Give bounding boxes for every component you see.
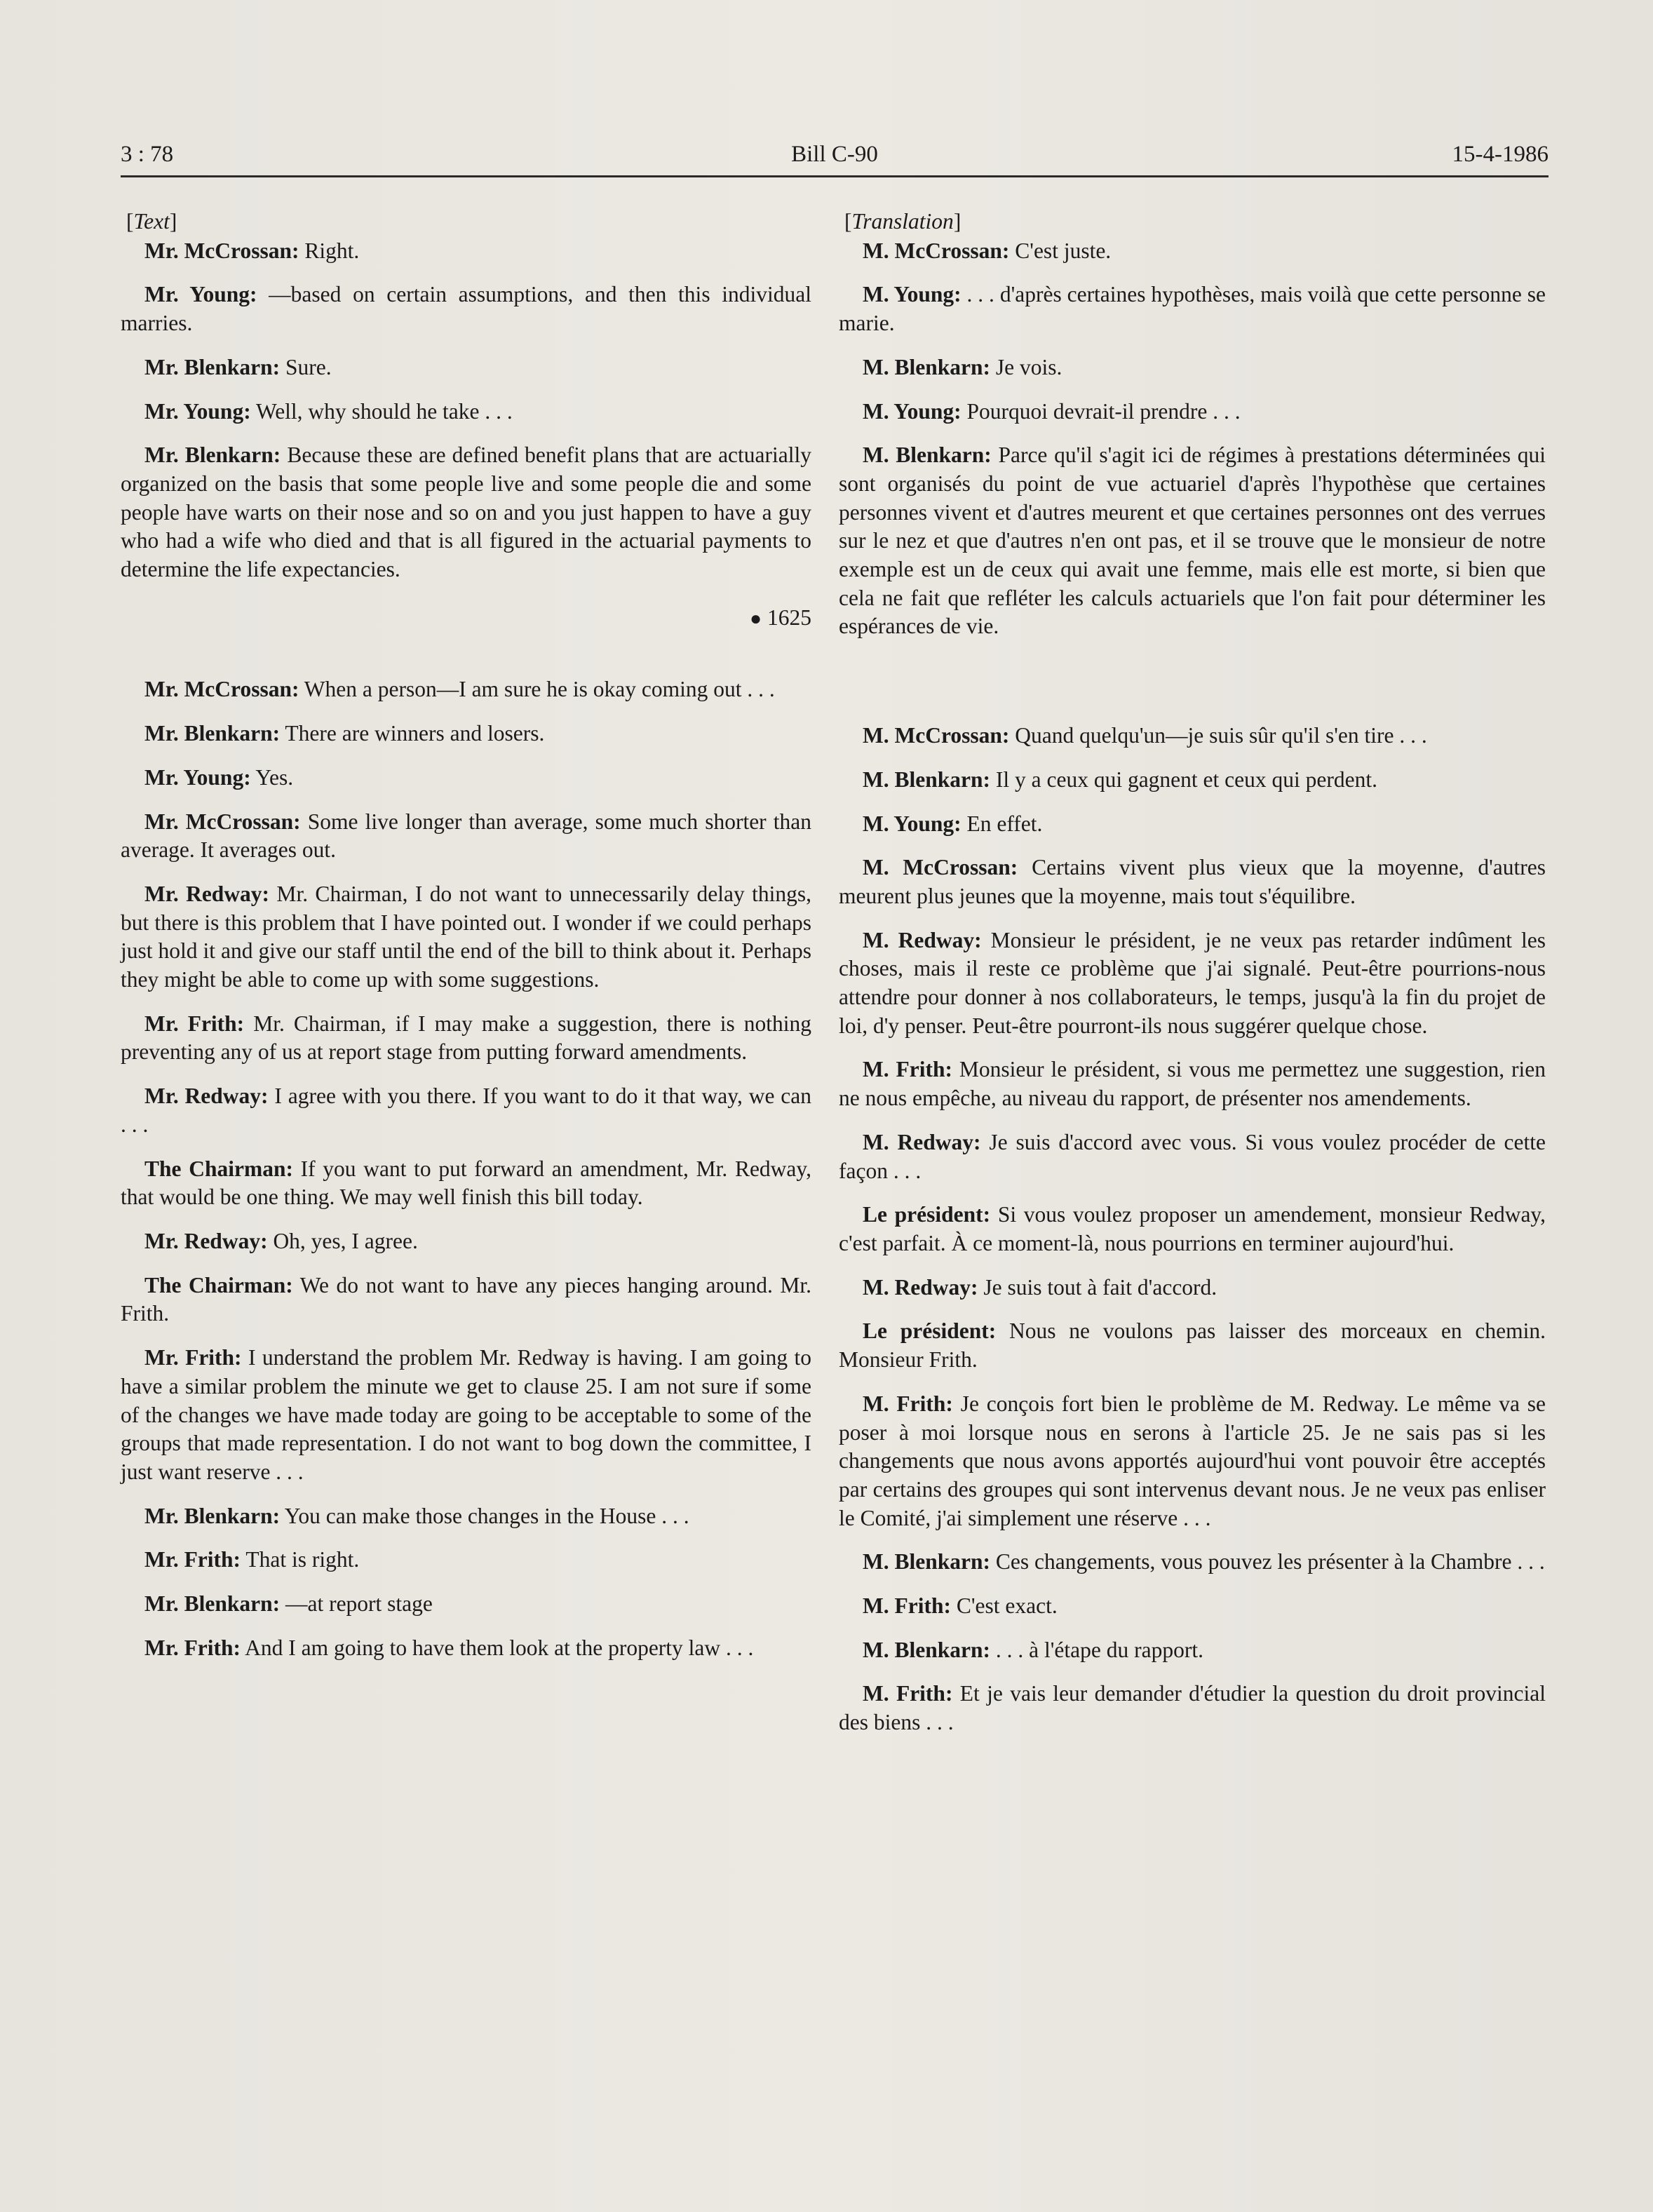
speech-text: We do not want to have any pieces hanging around. Mr. Frith. (121, 1272, 812, 1326)
speaker-name: Mr. Redway: (144, 881, 270, 906)
speaker-name: Mr. Young: (144, 282, 257, 307)
speech-text: Right. (299, 238, 360, 263)
speech-text: Monsieur le président, je ne veux pas retarder indûment les choses, mais il reste ce problème que j'ai signalé. Peut-être pourrions-nous attendre pour donner à nos collaborateurs, le temps, jusqu'à la fin du projet de loi, d'y penser. Peut-être pourront-ils nous suggérer quelque chose. (839, 927, 1546, 1038)
speaker-name: M. Young: (863, 811, 962, 836)
speech-text: That is right. (241, 1547, 360, 1572)
speaker-name: M. Frith: (863, 1057, 952, 1082)
transcript-entry (839, 766, 1546, 795)
speaker-name: Mr. Frith: (144, 1345, 242, 1370)
speech-text: C'est exact. (950, 1593, 1058, 1619)
transcript-entry (839, 398, 1546, 426)
transcript-entry (839, 1128, 1546, 1185)
speaker-name: M. Blenkarn: (863, 1637, 991, 1662)
english-column (121, 208, 811, 1678)
page-header (121, 137, 1549, 177)
speaker-name: M. Blenkarn: (863, 1549, 991, 1574)
speech-text: There are winners and losers. (280, 721, 545, 746)
speaker-name: Mr. Frith: (144, 1011, 245, 1036)
speech-text: Parce qu'il s'agit ici de régimes à prestations déterminées qui sont organisés du point de vue actuariel d'après l'hypothèse que certaines personnes vivent et d'autres meurent et que certaines personnes ont des verrues sur le nez et que d'autres n'en ont pas, et il se trouve que le monsieur de notre exemple est un de ceux qui avait une femme, mais elle est morte, si bien que cela ne fait que refléter les calculs actuariels que l'on fait pour déterminer les espérances de vie. (839, 443, 1546, 639)
transcript-entry (121, 1082, 811, 1139)
speaker-name: M. Redway: (863, 1274, 978, 1300)
column-heading: [Text] (126, 209, 177, 234)
transcript-entry (839, 854, 1546, 910)
page-reference: 3 : 78 (121, 142, 174, 167)
transcript-entry (121, 720, 811, 748)
speaker-name: Mr. Blenkarn: (144, 354, 281, 379)
speech-text: . . . d'après certaines hypothèses, mais voilà que cette personne se marie. (839, 282, 1546, 336)
speech-text: —based on certain assumptions, and then this individual marries. (121, 282, 811, 336)
speaker-name: Le président: (863, 1319, 997, 1344)
transcript-entry (839, 926, 1546, 1041)
transcript-entry (121, 1634, 811, 1663)
speech-text: . . . à l'étape du rapport. (990, 1637, 1203, 1662)
transcript-entry (121, 353, 811, 382)
speech-text: I understand the problem Mr. Redway is having. I am going to have a similar problem the minute we get to clause 25. I am not sure if some of the changes we have made today are going to be acceptable to some of the groups that made representation. I do not want to bog down the committee, I just want reserve . . . (121, 1345, 811, 1484)
speaker-name: M. Young: (863, 398, 962, 424)
speech-text: Oh, yes, I agree. (267, 1228, 418, 1253)
speaker-name: M. Frith: (863, 1391, 953, 1416)
speech-text: When a person—I am sure he is okay coming out . . . (299, 677, 775, 702)
speaker-name: Mr. Blenkarn: (144, 721, 281, 746)
speaker-name: Mr. Frith: (144, 1547, 241, 1572)
speech-text: C'est juste. (1009, 238, 1112, 263)
speech-text: Je conçois fort bien le problème de M. Redway. Le même va se poser à moi lorsque nous en serons à l'article 25. Je ne sais pas si les changements que nous avons apportés aujourd'hui vont pouvoir être acceptés par certains des groupes qui sont intervenus devant nous. Je ne veux pas enliser le Comité, j'ai simplement une réserve . . . (839, 1391, 1546, 1530)
speech-text: Je vois. (990, 354, 1062, 379)
speech-text: Because these are defined benefit plans that are actuarially organized on the basis that some people live and some people die and some people have warts on their nose and so on and you just happen to have a guy who had a wife who died and that is all figured in the actuarial payments to determine the life expectancies. (121, 443, 811, 582)
transcript-entry (121, 1502, 811, 1531)
speech-text: If you want to put forward an amendment, Mr. Redway, that would be one thing. We may well finish this bill today. (121, 1156, 811, 1210)
speech-text: You can make those changes in the House . . . (280, 1503, 689, 1528)
speech-text: And I am going to have them look at the property law . . . (241, 1635, 754, 1660)
speech-text: —at report stage (280, 1591, 433, 1617)
transcript-entry (839, 1390, 1546, 1533)
speaker-name: Mr. Frith: (144, 1635, 241, 1660)
french-column (839, 208, 1546, 1753)
time-marker-text: 1625 (767, 605, 811, 630)
speech-text: Mr. Chairman, I do not want to unnecessarily delay things, but there is this problem that I have pointed out. I wonder if we could perhaps just hold it and give our staff until the end of the bill to think about it. Perhaps they might be able to come up with some suggestions. (121, 881, 811, 992)
speech-text: Sure. (280, 354, 332, 379)
speech-text: Mr. Chairman, if I may make a suggestion, there is nothing preventing any of us at report stage from putting forward amendments. (121, 1011, 812, 1065)
speaker-name: M. Redway: (863, 1129, 981, 1154)
transcript-entry (839, 1201, 1546, 1257)
speaker-name: Mr. Young: (144, 764, 251, 790)
transcript-entry (839, 1056, 1546, 1112)
speech-text: Je suis d'accord avec vous. Si vous voulez procéder de cette façon . . . (839, 1129, 1546, 1183)
speaker-name: Mr. McCrossan: (144, 677, 299, 702)
transcript-entry (121, 808, 811, 865)
speaker-name: M. McCrossan: (863, 723, 1010, 748)
speaker-name: M. Young: (863, 282, 962, 307)
speech-text: Monsieur le président, si vous me permettez une suggestion, rien ne nous empêche, au niveau du rapport, de présenter nos amendements. (839, 1057, 1546, 1111)
speaker-name: Mr. McCrossan: (144, 809, 301, 834)
transcript-entry (121, 764, 811, 793)
speech-text: Some live longer than average, some much shorter than average. It averages out. (121, 809, 811, 863)
transcript-entry (839, 237, 1546, 266)
speech-text: Ces changements, vous pouvez les présenter à la Chambre . . . (990, 1549, 1545, 1574)
transcript-entry (121, 441, 811, 584)
speaker-name: Mr. Redway: (144, 1228, 268, 1253)
transcript-entry (121, 281, 811, 337)
speech-text: Si vous voulez proposer un amendement, monsieur Redway, c'est parfait. À ce moment-là, nous pourrions en terminer aujourd'hui. (839, 1202, 1546, 1255)
speech-text: En effet. (961, 811, 1043, 836)
transcript-entry (121, 398, 811, 426)
speaker-name: The Chairman: (144, 1156, 293, 1181)
speaker-name: M. McCrossan: (863, 855, 1018, 880)
transcript-entry (121, 1155, 811, 1212)
sitting-date: 15-4-1986 (1452, 142, 1549, 167)
bullet-icon: ● (750, 607, 762, 630)
speaker-name: Mr. Blenkarn: (144, 1591, 281, 1617)
transcript-entry (121, 675, 811, 704)
speaker-name: Mr. Blenkarn: (144, 443, 281, 468)
bill-title: Bill C-90 (791, 142, 878, 167)
speech-text: Il y a ceux qui gagnent et ceux qui perdent. (990, 767, 1377, 792)
transcript-entry (121, 1272, 811, 1328)
speaker-name: Le président: (863, 1202, 991, 1227)
speech-text: Nous ne voulons pas laisser des morceaux en chemin. Monsieur Frith. (839, 1319, 1546, 1373)
speech-text: Pourquoi devrait-il prendre . . . (961, 398, 1241, 424)
transcript-entry (121, 1344, 811, 1487)
speaker-name: Mr. McCrossan: (144, 238, 299, 263)
speech-text: I agree with you there. If you want to do it that way, we can . . . (121, 1084, 811, 1137)
time-marker (121, 604, 811, 634)
transcript-entry (121, 1010, 811, 1067)
transcript-entry (839, 810, 1546, 839)
speech-text: Et je vais leur demander d'étudier la question du droit provincial des biens . . . (839, 1681, 1546, 1735)
transcript-entry (121, 1546, 811, 1574)
transcript-entry (839, 281, 1546, 337)
transcript-entry (121, 237, 811, 266)
transcript-entry (121, 1227, 811, 1256)
speaker-name: M. Frith: (863, 1681, 953, 1706)
transcript-entry (839, 1274, 1546, 1302)
transcript-entry (839, 353, 1546, 382)
speaker-name: Mr. Redway: (144, 1084, 269, 1109)
transcript-entry (839, 1592, 1546, 1621)
speech-text: Well, why should he take . . . (250, 398, 513, 424)
transcript-entry (839, 1680, 1546, 1736)
speech-text: Certains vivent plus vieux que la moyenne, d'autres meurent plus jeunes que la moyenne, mais tout s'équilibre. (839, 855, 1546, 908)
transcript-entry (839, 1548, 1546, 1577)
transcript-entry (839, 1636, 1546, 1665)
speaker-name: The Chairman: (144, 1272, 293, 1297)
speaker-name: M. McCrossan: (863, 238, 1010, 263)
speech-text: Je suis tout à fait d'accord. (978, 1274, 1217, 1300)
column-heading: [Translation] (844, 209, 962, 234)
transcript-entry (839, 441, 1546, 641)
speech-text: Yes. (250, 764, 294, 790)
transcript-entry (839, 722, 1546, 750)
speech-text: Quand quelqu'un—je suis sûr qu'il s'en tire . . . (1009, 723, 1427, 748)
transcript-entry (121, 1590, 811, 1619)
speaker-name: M. Redway: (863, 927, 982, 952)
speaker-name: M. Blenkarn: (863, 354, 991, 379)
speaker-name: M. Blenkarn: (863, 443, 992, 468)
speaker-name: Mr. Young: (144, 398, 251, 424)
speaker-name: Mr. Blenkarn: (144, 1503, 281, 1528)
transcript-entry (121, 880, 811, 994)
transcript-entry (839, 1317, 1546, 1374)
speaker-name: M. Blenkarn: (863, 767, 991, 792)
speaker-name: M. Frith: (863, 1593, 951, 1619)
